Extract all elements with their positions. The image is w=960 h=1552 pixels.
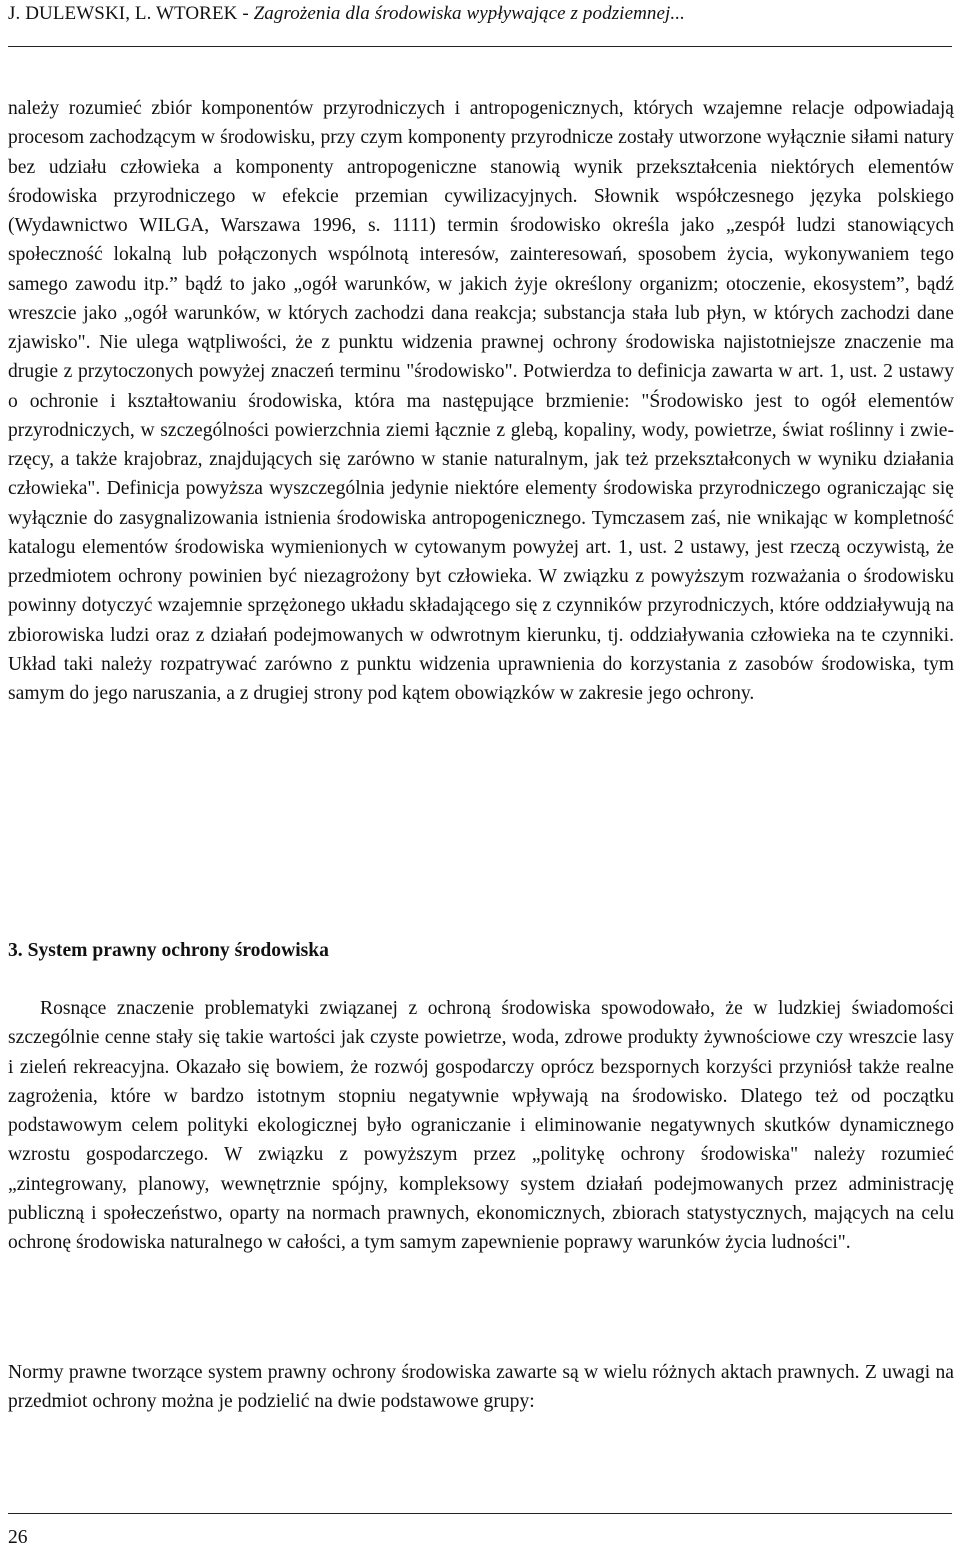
footer-divider: [8, 1513, 952, 1514]
page-number: 26: [8, 1527, 28, 1548]
body-paragraph: należy rozumieć zbiór komponentów przyrodniczych i antropogenicznych, których wzajemne relacje odpowiadają procesom zachodzącym w środowisku, przy czym komponenty przyrodnicze zostały utworzone wyłącznie siłami natury bez udziału człowieka a komponenty antropogeniczne stanowią wynik przekształcenia niektórych elementów środowiska przyrodniczego w efekcie przemian cywilizacyjnych. Słownik współczesnego języka polskiego (Wydawnictwo WILGA, Warszawa 1996, s. 1111) termin środowisko określa jako „zespół ludzi stanowiących społeczność lokalną lub połączonych wspólnotą interesów, zainteresowań, sposobem życia, wykonywaniem tego samego zawodu itp.” bądź to jako „ogół warunków, w jakich żyje określony organizm; otoczenie, ekosystem”, bądź wreszcie jako „ogół warunków, w których zachodzi dana reakcja; substancja stała lub płyn, w których zachodzi dane zjawisko". Nie ulega wątpliwości, że z punktu widzenia prawnej ochrony środowiska najistotniejsze znaczenie ma drugie z przytoczonych powyżej znaczeń terminu "środowisko". Potwierdza to definicja zawarta w art. 1, ust. 2 ustawy o ochronie i kształtowaniu środowiska, która ma następujące brzmienie: "Środowisko jest to ogół elementów przyrodniczych, w szczególności powierzchnia ziemi łącznie z glebą, kopaliny, wody, powietrze, świat roślinny i zwierzęcy, a także krajobraz, znajdujących się zarówno w stanie naturalnym, jak też przekształconych w wyniku działania człowieka". Definicja powyższa wyszczególnia jedynie niektóre elementy środowiska przyrodniczego ograniczając się wyłącznie do zasygnalizowania istnienia środowiska antropogenicznego. Tymczasem zaś, nie wnikając w kompletność katalogu elementów środowiska wymienionych w cytowanym powyżej art. 1, ust. 2 ustawy, jest rzeczą oczywistą, że przedmiotem ochrony powinien być niezagrożony byt człowieka. W związku z powyższym rozważania o środowisku powinny dotyczyć wzajemnie sprzężonego układu składającego się z czynników przyrodniczych, które oddziaływują na zbiorowiska ludzi oraz z działań podejmowanych w odwrotnym kierunku, tj. oddziaływania człowieka na te czynniki. Układ taki należy rozpatrywać zarówno z punktu widzenia uprawnienia do korzystania z zasobów środowiska, tym samym do jego naruszania, a z drugiej strony pod kątem obowiązków w zakresie jego ochrony.: [8, 98, 954, 704]
section-heading: 3. System prawny ochrony środowiska: [8, 940, 329, 961]
header-authors: J. DULEWSKI, L. WTOREK -: [8, 3, 254, 24]
body-paragraph: Normy prawne tworzące system prawny ochrony środowiska zawarte są w wielu różnych aktach prawnych. Z uwagi na przedmiot ochrony można je podzielić na dwie podstawowe grupy:: [8, 1362, 954, 1413]
body-paragraph: Rosnące znaczenie problematyki związanej z ochroną środowiska spowodowało, że w ludzkiej świadomości szczególnie cenne stały się takie wartości jak czyste powietrze, woda, zdrowe produkty żywnościowe czy wreszcie lasy i zieleń rekreacyjna. Okazało się bowiem, że rozwój gospodarczy oprócz bezspornych korzyści przyniósł także realne zagrożenia, które w bardzo istotnym stopniu negatywnie wpływają na środowisko. Dlatego też od początku podstawowym celem polityki ekologicznej było ograniczanie i eliminowanie negatywnych skutków dynamicznego wzrostu gospodarczego. W związku z powyższym przez „politykę ochrony środowiska" należy rozumieć „zintegrowany, planowy, wewnętrznie spójny, kompleksowy system działań podejmowanych przez administrację publiczną i społeczeństwo, oparty na normach prawnych, ekonomicznych, zbiorach statystycznych, mających na celu ochronę środowiska naturalnego w całości, a tym samym zapewnienie poprawy warunków życia ludności".: [8, 998, 954, 1253]
header-divider: [8, 46, 952, 47]
header-title: Zagrożenia dla środowiska wypływające z podziemnej...: [253, 3, 685, 24]
document-page: [8, 0, 954, 1552]
running-header: [8, 2, 685, 26]
